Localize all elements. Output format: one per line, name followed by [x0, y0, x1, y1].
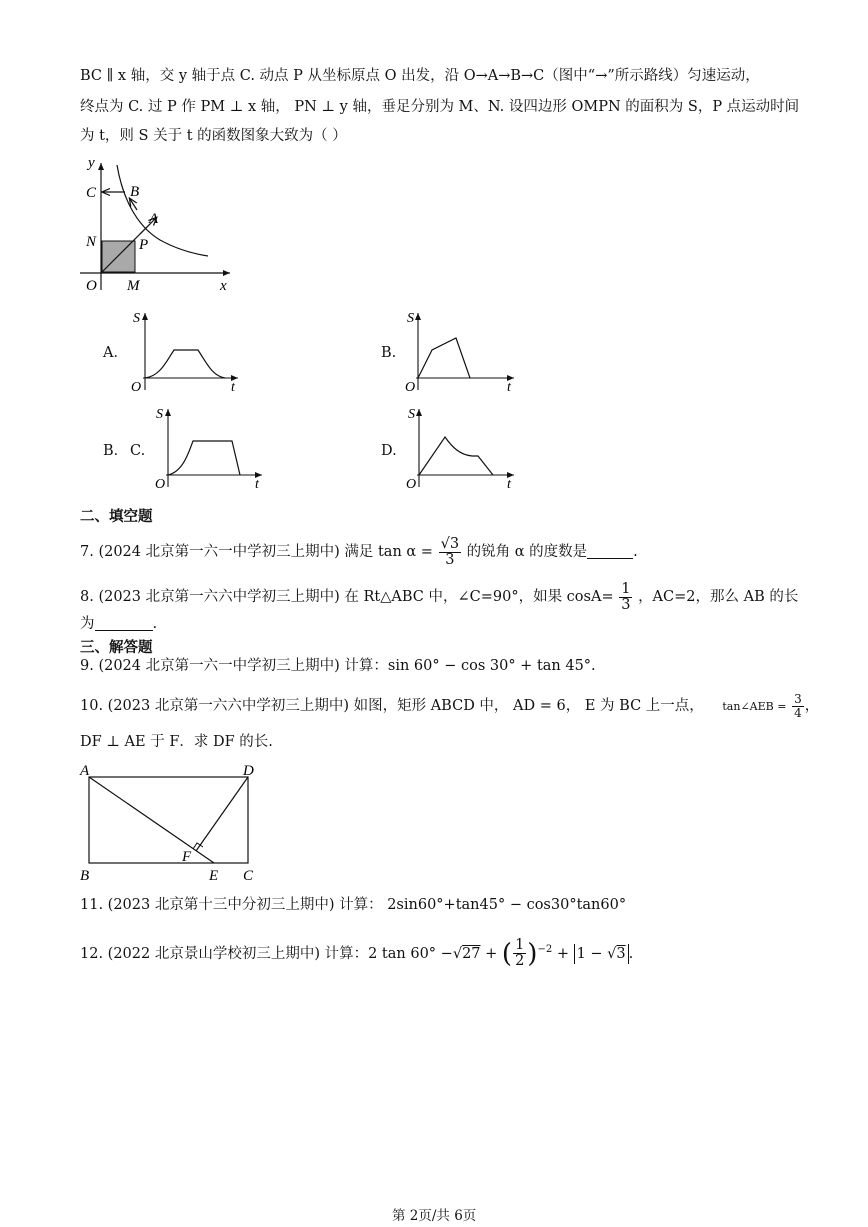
svg-text:t: t: [231, 380, 235, 395]
q10-prefix: 10. (2023 北京第一六六中学初三上期中) 如图，矩形 ABCD 中， AD = 6， E 为 BC 上一点，: [80, 698, 704, 714]
q6-line-2: 终点为 C. 过 P 作 PM ⊥ x 轴， PN ⊥ y 轴，垂足分别为 M、N. 设四边形 OMPN 的面积为 S，P 点运动时间: [80, 99, 800, 115]
question-8-line-2: 为 .: [80, 616, 158, 632]
svg-text:A: A: [80, 763, 90, 779]
option-a-label: A．: [103, 345, 128, 361]
label-N: N: [86, 234, 97, 250]
question-10: 10. (2023 北京第一六六中学初三上期中) 如图，矩形 ABCD 中， AD = 6， E 为 BC 上一点， tan∠AEB = $\frac{3}{4}$ ，: [80, 691, 820, 720]
q12-fraction: $\frac{1}{2}$: [515, 937, 525, 970]
segment-AE: [89, 777, 214, 863]
label-M: M: [127, 278, 140, 294]
svg-text:S: S: [156, 407, 163, 422]
label-A: A: [149, 211, 159, 227]
section-title-solutions: 三、解答题: [80, 639, 153, 656]
option-c-label: C.: [130, 443, 146, 459]
option-d-label: D.: [381, 443, 397, 459]
svg-text:B: B: [80, 868, 90, 884]
q6-line-1: BC ∥ x 轴，交 y 轴于点 C. 动点 P 从坐标原点 O 出发，沿 O→A→B→C（图中“→”所示路线）匀速运动，: [80, 68, 760, 84]
q8-fraction: $\frac{1}{3}$: [621, 580, 631, 613]
svg-text:t: t: [255, 477, 259, 492]
svg-text:C: C: [243, 868, 254, 884]
option-b-label: B.: [381, 345, 397, 361]
svg-text:t: t: [507, 380, 511, 395]
question-10-line-2: DF ⊥ AE 于 F．求 DF 的长.: [80, 734, 273, 750]
q7-prefix: 7. (2024 北京第一六一中学初三上期中) 满足 tan α =: [80, 544, 433, 560]
svg-text:S: S: [408, 407, 415, 422]
option-c-prefix: B．: [103, 443, 129, 459]
label-y: y: [88, 155, 95, 171]
question-9: 9. (2024 北京第一六一中学初三上期中) 计算：sin 60° − cos 30° + tan 45°.: [80, 658, 596, 674]
label-P: P: [139, 237, 149, 253]
svg-text:D: D: [243, 763, 254, 779]
segment-DF: [196, 777, 248, 851]
q8-suffix: ，AC=2，那么 AB 的长: [638, 589, 799, 605]
svg-text:O: O: [155, 477, 166, 492]
svg-text:E: E: [209, 868, 219, 884]
q6-line-3: 为 t，则 S 关于 t 的函数图象大致为（ ）: [80, 128, 347, 144]
svg-text:t: t: [507, 477, 511, 492]
question-12: 12. (2022 北京景山学校初三上期中) 计算：2 tan 60° −√27 + ( $\frac{1}{2}$ )$^{-2}$ + 1 − √3 .: [80, 937, 634, 970]
svg-text:O: O: [405, 380, 416, 395]
q8-prefix: 8. (2023 北京第一六六中学初三上期中) 在 Rt△ABC 中，∠C=90°，如果 cosA=: [80, 589, 614, 605]
label-B: B: [130, 184, 140, 200]
q12-prefix: 12. (2022 北京景山学校初三上期中) 计算：2 tan 60° −: [80, 945, 453, 962]
question-11: 11. (2023 北京第十三中分初三上期中) 计算： 2sin60°+tan45° − cos30°tan60°: [80, 897, 627, 913]
rectangle-ABCD: [89, 777, 248, 863]
svg-text:O: O: [131, 380, 142, 395]
q12-absolute-value: 1 − √3: [574, 944, 629, 964]
q10-tan-label: tan∠AEB =: [722, 700, 787, 713]
label-C: C: [86, 185, 97, 201]
q7-fraction: $\frac{√3}{3}$: [440, 535, 460, 568]
q10-fraction: $\frac{3}{4}$: [794, 691, 802, 720]
svg-text:S: S: [133, 311, 140, 326]
svg-text:O: O: [406, 477, 417, 492]
svg-text:S: S: [407, 311, 414, 326]
page-number: 第 2页/共 6页: [392, 1208, 477, 1224]
q7-suffix: 的锐角 α 的度数是: [466, 544, 588, 560]
section-title-fill-blank: 二、填空题: [80, 508, 153, 525]
label-O: O: [86, 278, 97, 294]
svg-text:F: F: [182, 849, 192, 865]
label-x: x: [220, 278, 227, 294]
question-7: 7. (2024 北京第一六一中学初三上期中) 满足 tan α = $\frac{√3}{3}$ 的锐角 α 的度数是 .: [80, 535, 638, 568]
